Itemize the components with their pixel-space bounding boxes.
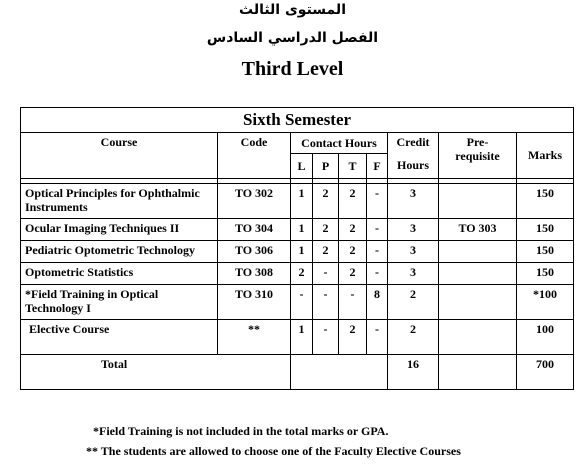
course-code: ** — [218, 320, 291, 355]
footnote-elective: ** The students are allowed to choose one of the Faculty Elective Courses — [86, 444, 461, 458]
header-prereq-line2: requisite — [455, 149, 500, 163]
lecture-hours: - — [291, 285, 313, 320]
practical-hours: 2 — [313, 219, 339, 241]
total-row — [21, 355, 574, 390]
header-f: F — [367, 154, 388, 179]
header-prereq-line1: Pre- — [466, 135, 489, 149]
table-row — [21, 184, 574, 219]
course-name: Pediatric Optometric Technology — [21, 241, 218, 263]
table-caption: Sixth Semester — [21, 108, 574, 133]
practical-hours: - — [313, 285, 339, 320]
tutorial-hours: 2 — [339, 219, 367, 241]
table-row — [21, 219, 574, 241]
total-label: Total — [21, 355, 291, 390]
course-code: TO 310 — [218, 285, 291, 320]
tutorial-hours: 2 — [339, 184, 367, 219]
total-contact-hours — [291, 355, 388, 390]
credit-hours: 3 — [388, 241, 439, 263]
course-code: TO 304 — [218, 219, 291, 241]
field-hours: - — [367, 263, 388, 285]
lecture-hours: 1 — [291, 219, 313, 241]
header-marks: Marks — [517, 133, 574, 179]
field-hours: - — [367, 241, 388, 263]
credit-hours: 3 — [388, 263, 439, 285]
header-p: P — [313, 154, 339, 179]
course-name: Ocular Imaging Techniques II — [21, 219, 218, 241]
credit-hours: 2 — [388, 320, 439, 355]
tutorial-hours: 2 — [339, 320, 367, 355]
field-hours: - — [367, 320, 388, 355]
arabic-level-heading: المستوى الثالث — [239, 2, 346, 18]
credit-hours: 3 — [388, 219, 439, 241]
marks: 150 — [517, 241, 574, 263]
lecture-hours: 1 — [291, 241, 313, 263]
prerequisite — [439, 184, 517, 219]
header-t: T — [339, 154, 367, 179]
arabic-semester-heading: الفصل الدراسي السادس — [206, 30, 379, 46]
table-row — [21, 320, 574, 355]
marks: *100 — [517, 285, 574, 320]
total-credit-hours: 16 — [388, 355, 439, 390]
course-name: Elective Course — [21, 320, 218, 355]
prerequisite — [439, 285, 517, 320]
total-prerequisite — [439, 355, 517, 390]
tutorial-hours: 2 — [339, 241, 367, 263]
header-course: Course — [21, 133, 218, 179]
course-code: TO 306 — [218, 241, 291, 263]
marks: 150 — [517, 263, 574, 285]
header-l: L — [291, 154, 313, 179]
header-hours: Hours — [388, 154, 439, 179]
practical-hours: 2 — [313, 241, 339, 263]
prerequisite — [439, 241, 517, 263]
prerequisite — [439, 320, 517, 355]
course-code: TO 302 — [218, 184, 291, 219]
prerequisite — [439, 263, 517, 285]
header-contact-hours: Contact Hours — [291, 133, 388, 154]
total-marks: 700 — [517, 355, 574, 390]
course-code: TO 308 — [218, 263, 291, 285]
marks: 100 — [517, 320, 574, 355]
practical-hours: - — [313, 263, 339, 285]
field-hours: 8 — [367, 285, 388, 320]
marks: 150 — [517, 184, 574, 219]
table-row — [21, 241, 574, 263]
level-title: Third Level — [241, 58, 344, 80]
table-row — [21, 263, 574, 285]
marks: 150 — [517, 219, 574, 241]
course-name: Optometric Statistics — [21, 263, 218, 285]
header-credit: Credit — [388, 133, 439, 154]
footnote-field-training: *Field Training is not included in the total marks or GPA. — [93, 424, 389, 438]
tutorial-hours: 2 — [339, 263, 367, 285]
field-hours: - — [367, 219, 388, 241]
practical-hours: - — [313, 320, 339, 355]
header-prerequisite — [439, 133, 517, 179]
credit-hours: 3 — [388, 184, 439, 219]
semester-table — [20, 107, 574, 390]
credit-hours: 2 — [388, 285, 439, 320]
header-code: Code — [218, 133, 291, 179]
field-hours: - — [367, 184, 388, 219]
lecture-hours: 1 — [291, 184, 313, 219]
practical-hours: 2 — [313, 184, 339, 219]
table-row — [21, 285, 574, 320]
lecture-hours: 2 — [291, 263, 313, 285]
course-name: Optical Principles for Ophthalmic Instruments — [21, 184, 218, 219]
course-name: *Field Training in Optical Technology I — [21, 285, 218, 320]
prerequisite: TO 303 — [439, 219, 517, 241]
lecture-hours: 1 — [291, 320, 313, 355]
tutorial-hours: - — [339, 285, 367, 320]
